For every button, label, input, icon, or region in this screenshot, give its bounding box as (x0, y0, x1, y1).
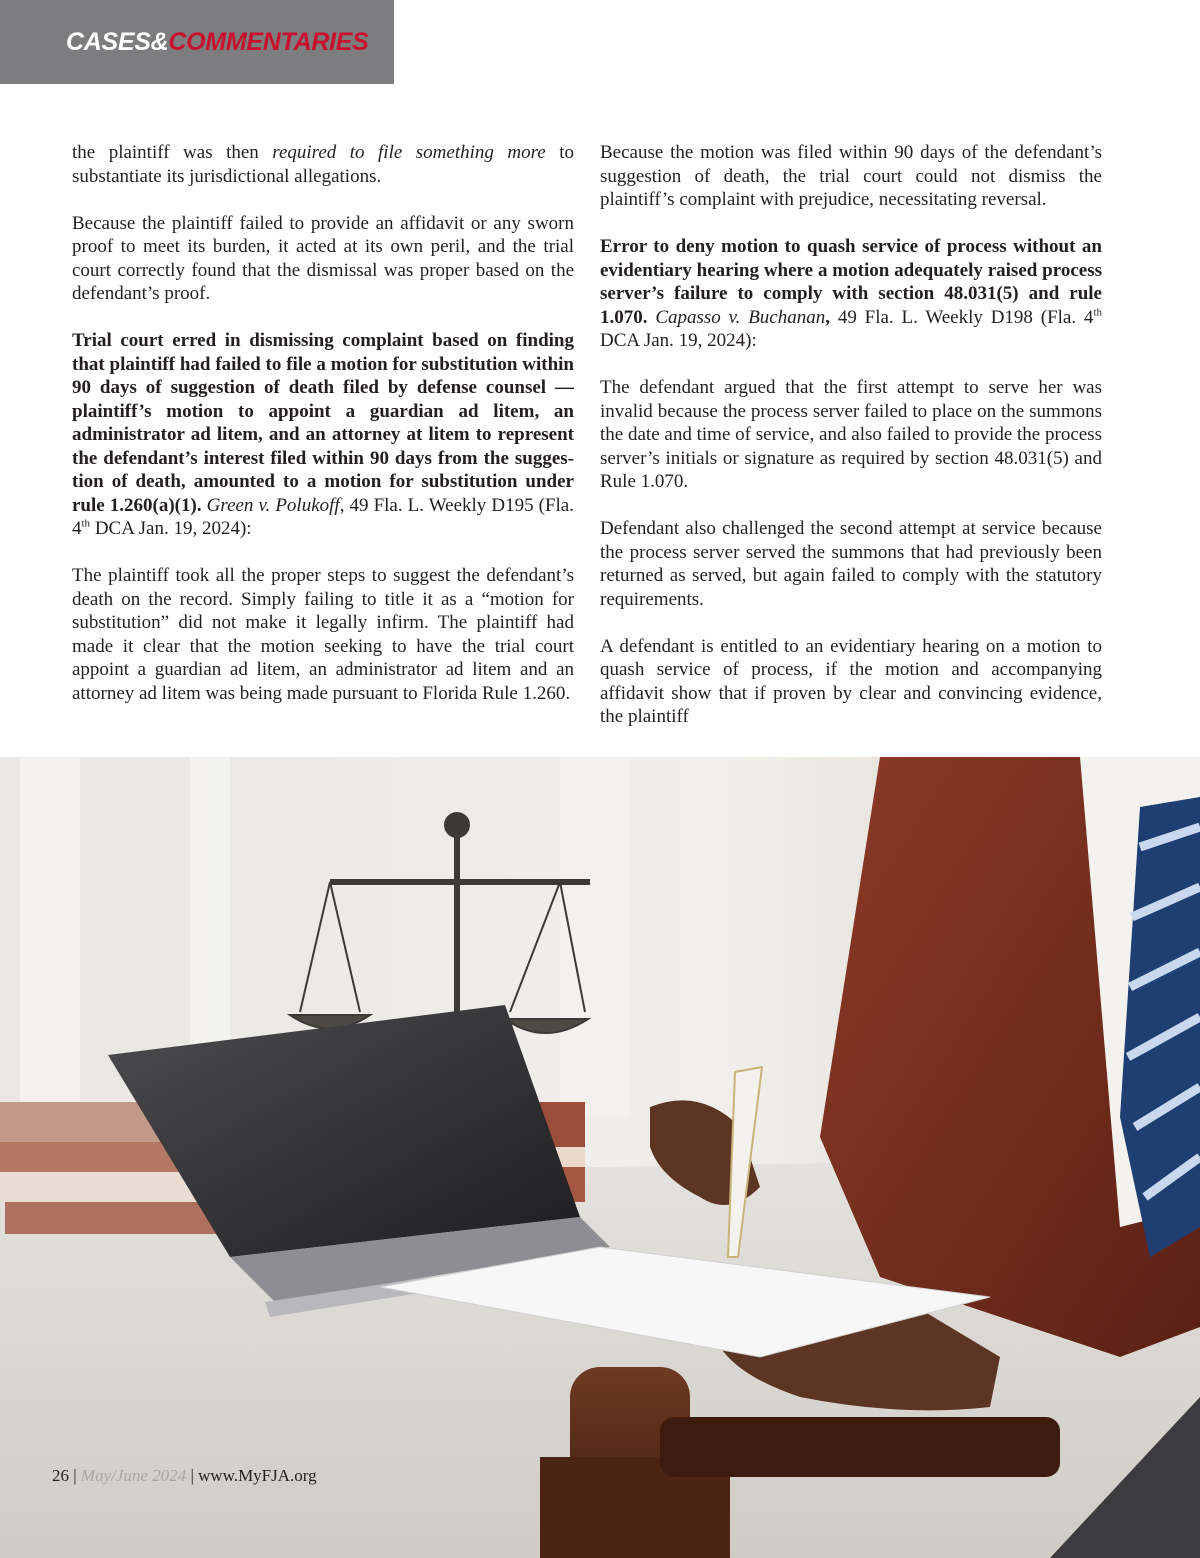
paragraph: A defendant is entitled to an evidentiary hearing on a motion to quash service of process, if the motion and accompanying affidavit show that if proven by clear and convincing evidence, the plaintiff (600, 635, 1102, 727)
paragraph (72, 141, 574, 188)
separator: | (186, 1466, 199, 1485)
case-citation: 49 Fla. L. Weekly D198 (Fla. 4 (830, 306, 1094, 328)
case-headnote: Trial court erred in dismissing complaint based on finding that plaintiff had failed to file a motion for substitution within 90 days of suggestion of death filed by defense counsel — plaintiff’s motion to appoint a guardian ad litem, an administrator ad litem, and an attorney at litem to represent the defendant’s interest filed within 90 days from the suggestion of death, amounted to a motion for substitution under rule 1.260(a)(1). (72, 330, 574, 516)
case-summary-paragraph (72, 329, 574, 541)
section-title-part2: COMMENTARIES (168, 28, 369, 56)
paragraph: The defendant argued that the first attempt to serve her was invalid because the process server failed to place on the summons the date and time of service, and also failed to provide the process server’s initials or signature as required by section 48.031(5) and Rule 1.070. (600, 377, 1102, 492)
comma: , (825, 306, 830, 328)
website-link[interactable]: www.MyFJA.org (198, 1466, 317, 1485)
page-footer (52, 1466, 317, 1486)
case-name: Green v. Polukoff (206, 494, 340, 516)
paragraph: Defendant also challenged the second attempt at service because the process server served the summons that had previously been returned as served, but again failed to comply with the statutory requirements. (600, 518, 1102, 610)
paragraph: The plaintiff took all the proper steps to suggest the defendant’s death on the record. Simply failing to title it as a “motion for substitution” did not make it legally infirm. The plaintiff had made it clear that the motion seeking to have the trial court appoint a guardian ad litem, an administrator ad litem and an attorney ad litem was being made pursuant to Florida Rule 1.260. (72, 565, 574, 704)
issue-date: May/June 2024 (80, 1466, 187, 1485)
text-run: the plaintiff was then (72, 142, 273, 163)
right-column (600, 141, 1102, 729)
section-header-band (0, 0, 394, 84)
case-name: Capasso v. Buchanan (655, 306, 826, 328)
superscript: th (81, 517, 91, 530)
separator: | (69, 1466, 81, 1485)
emphasis-text: required to file something more (272, 142, 546, 163)
left-column (72, 141, 574, 705)
case-citation: , 49 Fla. L. Weekly D195 (Fla. 4 (72, 494, 574, 539)
section-title-part1: CASES& (66, 28, 169, 56)
case-citation-end: DCA Jan. 19, 2024): (90, 518, 252, 539)
text-run: to substantiate its jurisdictional allegations. (72, 142, 574, 187)
page-number: 26 (52, 1466, 69, 1485)
paragraph: Because the motion was filed within 90 days of the defendant’s suggestion of death, the trial court could not dismiss the plaintiff’s complaint with prejudice, necessitating reversal. (600, 142, 1102, 210)
superscript: th (1093, 306, 1102, 319)
case-headnote: Error to deny motion to quash service of process without an evidentiary hearing where a motion adequately raised process server’s failure to comply with section 48.031(5) and rule 1.070. (600, 236, 1102, 328)
photo-illustration (0, 757, 1200, 1558)
paragraph: Because the plaintiff failed to provide an affidavit or any sworn proof to meet its burden, it acted at its own peril, and the trial court correctly found that the dismissal was proper based on the defendant’s proof. (72, 212, 574, 304)
legal-desk-photo (0, 757, 1200, 1558)
section-title (66, 28, 369, 57)
case-citation-end: DCA Jan. 19, 2024): (600, 330, 757, 351)
case-summary-paragraph (600, 235, 1102, 353)
